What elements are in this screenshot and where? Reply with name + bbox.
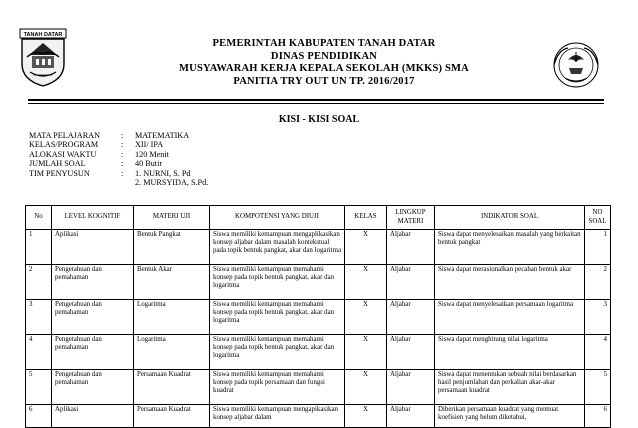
meta-colon: : xyxy=(121,149,124,159)
cell-no: 3 xyxy=(26,300,52,335)
cell-kelas: X xyxy=(345,230,387,265)
cell-kompetensi: Siswa memiliki kemampuan mengapikasikan konsep aljabar dalam xyxy=(210,405,345,428)
cell-no-soal: 1 xyxy=(585,230,611,265)
meta-label: JUMLAH SOAL xyxy=(29,159,86,169)
cell-materi: Logaritma xyxy=(134,335,210,370)
table-row xyxy=(26,300,611,335)
cell-no-soal: 3 xyxy=(585,300,611,335)
cell-no-soal: 2 xyxy=(585,265,611,300)
meta-row-team xyxy=(29,169,208,188)
cell-materi: Bentuk Akar xyxy=(134,265,210,300)
cell-no-soal: 6 xyxy=(585,405,611,428)
cell-indikator: Siswa dapat menyelesaikan masalah yang berkaitan bentuk pangkat xyxy=(435,230,585,265)
letterhead xyxy=(100,38,548,88)
cell-kelas: X xyxy=(345,265,387,300)
cell-indikator: Diberikan persamaan kuadrat yang memuat koefisien yang belum diketahui, xyxy=(435,405,585,428)
cell-no-soal: 5 xyxy=(585,370,611,405)
tut-wuri-handayani-logo xyxy=(548,40,604,90)
cell-level: Pengetahuan dan pemahaman xyxy=(52,370,134,405)
table-row xyxy=(26,370,611,405)
cell-indikator: Siswa dapat menentukan sebuah nilai berdasarkan hasil penjumlahan dan perkalian akar-akar persamaan kuadrat xyxy=(435,370,585,405)
meta-value: MATEMATIKA xyxy=(135,131,190,140)
cell-kelas: X xyxy=(345,300,387,335)
header-government: PEMERINTAH KABUPATEN TANAH DATAR xyxy=(212,38,436,49)
cell-level: Pengetahuan dan pemahaman xyxy=(52,300,134,335)
meta-colon: : xyxy=(121,159,124,169)
meta-value: 2. MURSYIDA, S.Pd. xyxy=(135,178,209,188)
column-header: LINGKUP MATERI xyxy=(387,206,435,230)
cell-kelas: X xyxy=(345,335,387,370)
cell-indikator: Siswa dapat menyelesaikan persamaan logaritma xyxy=(435,300,585,335)
letterhead-rule-thick xyxy=(28,99,604,101)
cell-level: Aplikasi xyxy=(52,230,134,265)
cell-lingkup: Aljabar xyxy=(387,265,435,300)
meta-label: TIM PENYUSUN xyxy=(29,168,90,178)
cell-kelas: X xyxy=(345,370,387,405)
logo-left-text: TANAH DATAR xyxy=(23,32,63,38)
meta-colon: : xyxy=(121,140,124,150)
meta-row-count xyxy=(29,159,208,168)
cell-lingkup: Aljabar xyxy=(387,230,435,265)
cell-lingkup: Aljabar xyxy=(387,335,435,370)
meta-label: MATA PELAJARAN xyxy=(29,131,100,140)
header-forum: MUSYAWARAH KERJA KEPALA SEKOLAH (MKKS) SMA xyxy=(179,63,469,74)
cell-no: 5 xyxy=(26,370,52,405)
cell-indikator: Siswa dapat menghitung nilai logaritma xyxy=(435,335,585,370)
table-row xyxy=(26,265,611,300)
cell-kompetensi: Siswa memiliki kemampuan memahami konsep pada topik bentuk pangkat, akar dan logaritma xyxy=(210,300,345,335)
cell-materi: Logaritma xyxy=(134,300,210,335)
kisi-kisi-table xyxy=(25,205,611,428)
cell-kompetensi: Siswa memiliki kemampuan mengaplikasikan konsep aljabar dalam masalah kontekstual pada topik bentuk pangkat, akar dan logaritma xyxy=(210,230,345,265)
cell-materi: Persamaan Kuadrat xyxy=(134,370,210,405)
exam-metadata xyxy=(29,131,208,187)
meta-colon: : xyxy=(121,168,124,178)
meta-row-class xyxy=(29,140,208,149)
cell-level: Pengetahuan dan pemahaman xyxy=(52,335,134,370)
column-header: LEVEL KOGNITIF xyxy=(52,206,134,230)
meta-label: ALOKASI WAKTU xyxy=(29,149,97,159)
cell-level: Aplikasi xyxy=(52,405,134,428)
cell-kompetensi: Siswa memiliki kemampuan memahami konsep pada topik persamaan dan fungsi kuadrat xyxy=(210,370,345,405)
meta-value: XII/ IPA xyxy=(135,140,164,150)
cell-no: 1 xyxy=(26,230,52,265)
meta-row-time xyxy=(29,150,208,159)
meta-label: KELAS/PROGRAM xyxy=(29,140,99,150)
meta-value: 40 Butir xyxy=(135,159,163,169)
cell-kelas: X xyxy=(345,405,387,428)
cell-no: 2 xyxy=(26,265,52,300)
cell-indikator: Siswa dapat merasionalkan pecahan bentuk akar xyxy=(435,265,585,300)
cell-materi: Persamaan Kuadrat xyxy=(134,405,210,428)
column-header: MATERI UJI xyxy=(134,206,210,230)
cell-no-soal: 4 xyxy=(585,335,611,370)
cell-materi: Bentuk Pangkat xyxy=(134,230,210,265)
column-header: KELAS xyxy=(345,206,387,230)
cell-kompetensi: Siswa memiliki kemampuan memahami konsep pada topik bentuk pangkat, akar dan logaritma xyxy=(210,335,345,370)
cell-level: Pengetahuan dan pemahaman xyxy=(52,265,134,300)
column-header: INDIKATOR SOAL xyxy=(435,206,585,230)
cell-lingkup: Aljabar xyxy=(387,370,435,405)
table-header-row xyxy=(26,206,611,230)
meta-value: 120 Menit xyxy=(135,149,169,159)
cell-no: 6 xyxy=(26,405,52,428)
column-header: No xyxy=(26,206,52,230)
document-title: KISI - KISI SOAL xyxy=(278,114,360,125)
header-agency: DINAS PENDIDIKAN xyxy=(270,50,378,62)
meta-value: 1. NURNI, S. Pd xyxy=(135,168,191,178)
tanah-datar-logo xyxy=(18,28,68,88)
cell-lingkup: Aljabar xyxy=(387,300,435,335)
letterhead-rule-thin xyxy=(28,103,604,104)
meta-colon: : xyxy=(121,131,124,140)
table-row xyxy=(26,230,611,265)
meta-row-subject xyxy=(29,131,208,140)
header-committee: PANITIA TRY OUT UN TP. 2016/2017 xyxy=(233,75,415,87)
table-row xyxy=(26,335,611,370)
cell-kompetensi: Siswa memiliki kemampuan memahami konsep pada topik bentuk pangkat, akar dan logaritma xyxy=(210,265,345,300)
cell-no: 4 xyxy=(26,335,52,370)
cell-lingkup: Aljabar xyxy=(387,405,435,428)
column-header: NO SOAL xyxy=(585,206,611,230)
table-row xyxy=(26,405,611,428)
column-header: KOMPOTENSI YANG DIUJI xyxy=(210,206,345,230)
